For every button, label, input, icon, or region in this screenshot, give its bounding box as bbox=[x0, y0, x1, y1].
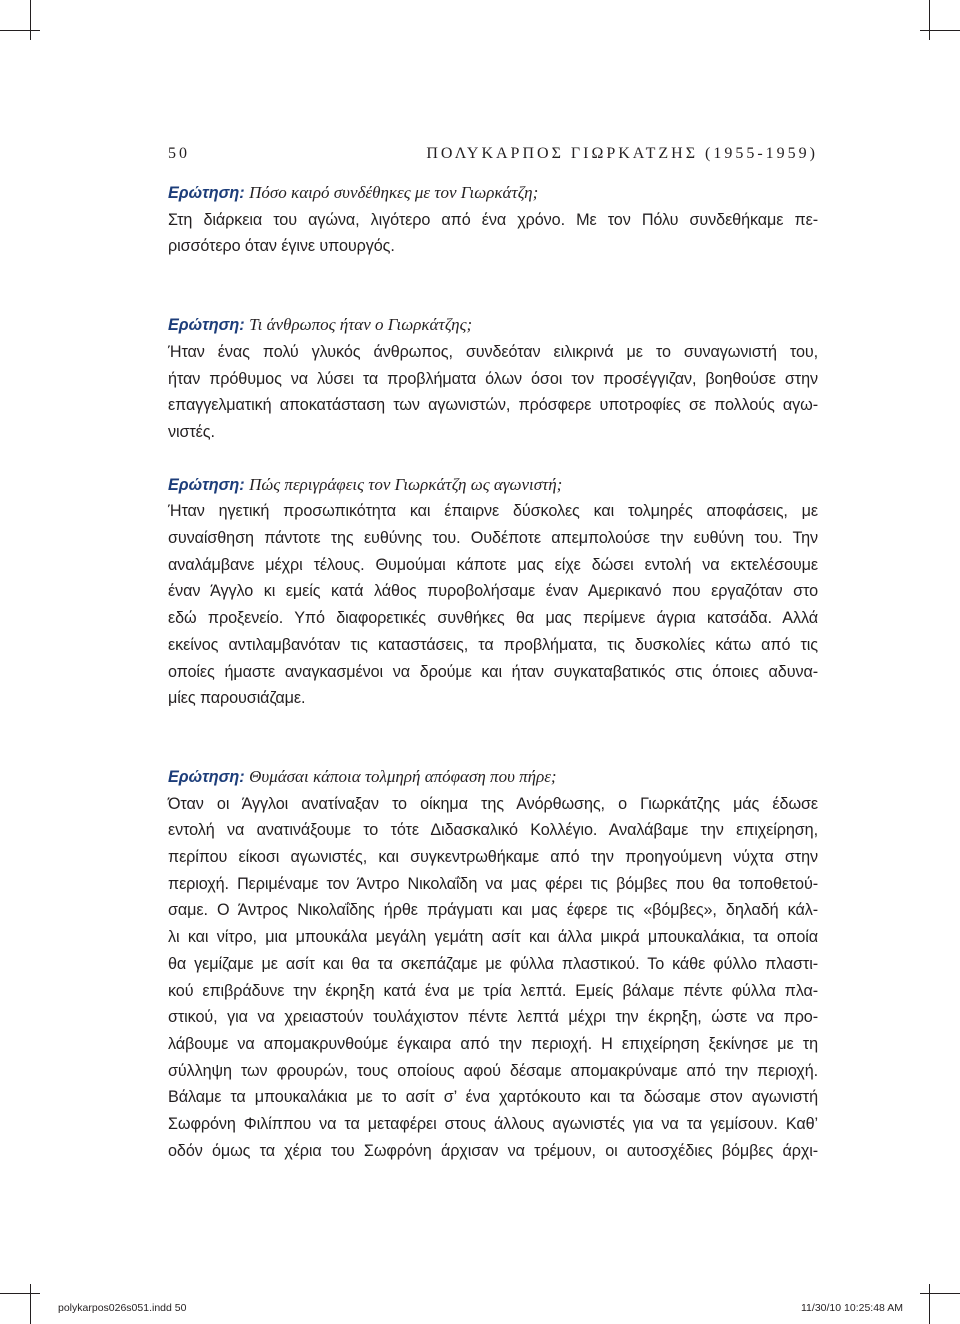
answer-line: εντολή να ανατινάξουμε το τότε Διδασκαλικό Κολλέγιο. Αναλάβαμε την επιχείρηση, bbox=[168, 821, 818, 840]
answer-line: μίες παρουσιάζαμε. bbox=[168, 689, 306, 708]
answer-line: λάβουμε να απομακρυνθούμε έγκαιρα από την περιοχή. Η επιχείρηση ξεκίνησε με τη bbox=[168, 1034, 818, 1053]
answer-line: Ήταν ηγετική προσωπικότητα και έπαιρνε δύσκολες και τολμηρές αποφάσεις, με bbox=[168, 502, 818, 521]
question-text: Θυμάσαι κάποια τολμηρή απόφαση που πήρε; bbox=[249, 766, 557, 786]
page-body bbox=[168, 180, 818, 1165]
slug-timestamp: 11/30/10 10:25:48 AM bbox=[801, 1302, 903, 1314]
answer-line: ήταν πρόθυμος να λύσει τα προβλήματα όλων όσοι τον προσέγγιζαν, βοηθούσε στην bbox=[168, 369, 818, 388]
page-number: 50 bbox=[168, 145, 190, 162]
crop-mark-bottom-right-h bbox=[920, 1293, 960, 1294]
answer-line: περιοχή. Περιμέναμε τον Άντρο Νικολαΐδη να μας φέρει τις βόμβες που θα τοποθετού- bbox=[168, 874, 818, 893]
question-text: Πώς περιγράφεις τον Γιωρκάτζη ως αγωνιστή; bbox=[249, 474, 563, 494]
crop-mark-top-right-h bbox=[920, 30, 960, 31]
answer-line: νιστές. bbox=[168, 422, 215, 441]
running-title: ΠΟΛΥΚΑΡΠΟΣ ΓΙΩΡΚΑΤΖΗΣ (1955-1959) bbox=[426, 145, 818, 162]
answer-line: περίπου είκοσι αγωνιστές, και συγκεντρωθήκαμε από την προηγούμενη νύχτα στην bbox=[168, 848, 818, 867]
answer-line: οδόν όμως τα χέρια του Σωφρόνη άρχισαν να τρέμουν, οι αυτοσχέδιες βόμβες άρχι- bbox=[168, 1141, 818, 1160]
running-head bbox=[168, 142, 818, 166]
answer-line: έναν Άγγλο κι εμείς κατά λάθος πυροβολήσαμε έναν Αμερικανό που εργαζόταν στο bbox=[168, 582, 818, 601]
answer-line: συναίσθηση πάντοτε της ευθύνης του. Ουδέποτε απεμπολούσε την ευθύνη του. Την bbox=[168, 529, 818, 548]
answer-line: κού επιβράδυνε την έκρηξη κατά ένα με τρία λεπτά. Εμείς βάλαμε πέντε φύλλα πλα- bbox=[168, 981, 818, 1000]
question bbox=[168, 312, 818, 339]
answer-line: σαμε. Ο Άντρος Νικολαΐδης ήρθε πράγματι και μας έφερε τις «βόμβες», δηλαδή κάλ- bbox=[168, 901, 818, 920]
answer-line: εδώ προξενείο. Υπό διαφορετικές συνθήκες θα μας περίμενε άγρια κατσάδα. Αλλά bbox=[168, 609, 818, 628]
question-text: Τι άνθρωπος ήταν ο Γιωρκάτζης; bbox=[249, 315, 473, 335]
answer bbox=[168, 207, 818, 260]
answer-line: Ήταν ένας πολύ γλυκός άνθρωπος, συνδεόταν ειλικρινά με το συναγωνιστή του, bbox=[168, 342, 818, 361]
crop-mark-top-left-h bbox=[0, 30, 40, 31]
answer-line: οποίες ήμαστε αναγκασμένοι να δρούμε και ήταν συγκαταβατικός στις όποιες αδυνα- bbox=[168, 662, 818, 681]
answer-line: Όταν οι Άγγλοι ανατίναξαν το οίκημα της Ανόρθωσης, ο Γιωρκάτζης μάς έδωσε bbox=[168, 794, 818, 813]
slug-filename: polykarpos026s051.indd 50 bbox=[58, 1302, 187, 1314]
question-text: Πόσο καιρό συνδέθηκες με τον Γιωρκάτζη; bbox=[249, 183, 539, 202]
answer-line: αναλάμβανε μέχρι τέλους. Θυμούμαι κάποτε μας είχε δώσει εντολή να εκτελέσουμε bbox=[168, 555, 818, 574]
question bbox=[168, 764, 818, 791]
crop-mark-bottom-left-h bbox=[0, 1293, 40, 1294]
answer-line: Στη διάρκεια του αγώνα, λιγότερο από ένα χρόνο. Με τον Πόλυ συνδεθήκαμε πε- bbox=[168, 210, 818, 229]
question-label: Ερώτηση: bbox=[168, 475, 245, 494]
answer bbox=[168, 498, 818, 712]
answer bbox=[168, 339, 818, 446]
crop-mark-top-left-v bbox=[30, 0, 31, 40]
answer-line: λι και νίτρο, μια μπουκάλα μεγάλη γεμάτη ασίτ και άλλα μικρά μπουκαλάκια, τα οποία bbox=[168, 928, 818, 947]
answer-line: Σωφρόνη Φιλίππου να τα μεταφέρει στους άλλους αγωνιστές για να τα γεμίσουν. Καθ’ bbox=[168, 1115, 818, 1134]
answer-line: θα γεμίζαμε με ασίτ και θα τα σκεπάζαμε με φύλλα πλαστικού. Το κάθε φύλλο πλαστι- bbox=[168, 954, 818, 973]
answer-line: Βάλαμε τα μπουκαλάκια με το ασίτ σ’ ένα χαρτόκουτο και τα δώσαμε στον αγωνιστή bbox=[168, 1088, 818, 1107]
answer-line: στικού, για να χρειαστούν τουλάχιστον πέντε λεπτά μέχρι την έκρηξη, ώστε να προ- bbox=[168, 1008, 818, 1027]
answer-line: σύλληψη των φρουρών, τους οποίους αφού δέσαμε απομακρύναμε από την περιοχή. bbox=[168, 1061, 818, 1080]
answer-line: ρισσότερο όταν έγινε υπουργός. bbox=[168, 237, 395, 256]
question bbox=[168, 472, 818, 499]
question-label: Ερώτηση: bbox=[168, 767, 245, 786]
answer-line: επαγγελματική αποκατάσταση των αγωνιστών, πρόσφερε υποτροφίες σε πολλούς αγω- bbox=[168, 396, 818, 415]
answer-line: εκείνος αντιλαμβανόταν τις καταστάσεις, τα προβλήματα, τις δυσκολίες κάτω από τις bbox=[168, 635, 818, 654]
question bbox=[168, 180, 818, 207]
question-label: Ερώτηση: bbox=[168, 316, 245, 335]
print-slug bbox=[0, 1298, 960, 1318]
answer bbox=[168, 791, 818, 1165]
crop-mark-top-right-v bbox=[929, 0, 930, 40]
question-label: Ερώτηση: bbox=[168, 184, 245, 202]
